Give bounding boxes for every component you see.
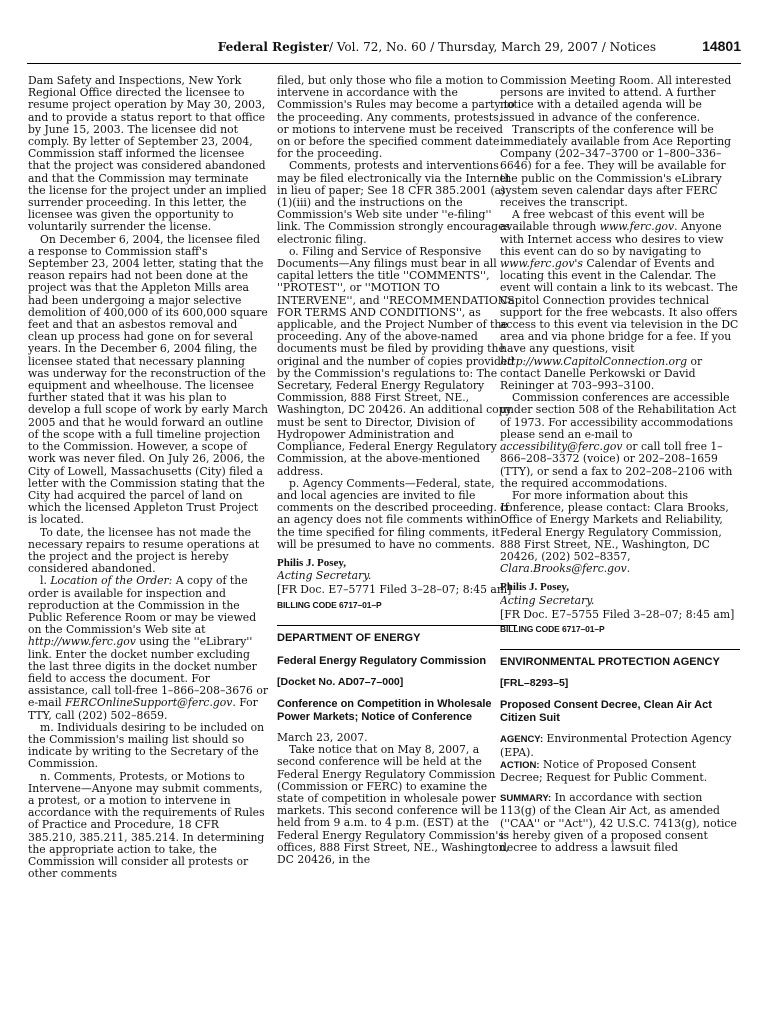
department-heading: ENVIRONMENTAL PROTECTION AGENCY (500, 649, 740, 669)
text-span: A free webcast of this event will be available through (500, 208, 705, 234)
notice-subject: Proposed Consent Decree, Clean Air Act Citizen Suit (500, 699, 712, 725)
signature-name: Philis J. Posey, (277, 556, 347, 569)
text-span: Notice of Proposed Consent Decree; Request for Public Comment. (500, 757, 708, 784)
summary-label: SUMMARY: (500, 793, 552, 805)
ferc-calendar-link[interactable]: www.ferc.gov's (500, 257, 583, 271)
paragraph: n. Comments, Protests, or Motions to Intervene—Anyone may submit comments, a protest, or a motion to intervene in accordance with the requirements of Rules of Practice and Procedure, 18 CFR 385.210, 385.211, 385.214. In determining the appropriate action to take, the Commission will consider all protests or other comments (28, 769, 265, 881)
paragraph: Commission Meeting Room. All interested persons are invited to attend. A further notice with a detailed agenda will be issued in advance of the conference. (500, 75, 732, 124)
paragraph: p. Agency Comments—Federal, state, and local agencies are invited to file comments on the described proceeding. If an agency does not file comments within the time specified for filing comments, it will be presumed to have no comments. (277, 476, 509, 551)
ferc-url-link[interactable]: www.ferc.gov (599, 220, 675, 234)
paragraph: o. Filing and Service of Responsive Documents—Any filings must bear in all capital letters the title ''COMMENTS'', ''PROTEST'', or ''MOTION TO INTERVENE'', and ''RECOMMENDATIONS FOR TERMS AND CONDITIONS'', as applicable, and the Project Number of the proceeding. Any of the above-named documents must be filed by providing the original and the number of copies provided by the Commission's regulations to: The Secretary, Federal Energy Regulatory Commission, 888 First Street, NE., Washington, DC 20426. An additional copy must be sent to Director, Division of Hydropower Administration and Compliance, Federal Energy Regulatory Commission, at the above-mentioned address. (277, 244, 515, 478)
notice-subject: Conference on Competition in Wholesale Power Markets; Notice of Conference (277, 697, 492, 723)
journal-title: Federal Register (217, 40, 329, 54)
text-span: Calendar of Events and locating this event in the Calendar. The event will contain a link to its webcast. The Capitol Connection provides technical support for the free webcasts. It also offers access to this event via television in the DC area and via phone bridge for a fee. If you have any questions, visit (500, 257, 739, 356)
agency-heading: Federal Energy Regulatory Commission (277, 654, 487, 667)
text-span: or call toll free 1–866–208–3372 (voice) or 202–208–1659 (TTY), or send a fax to 202–208–2106 with the required accommodations. (500, 440, 733, 490)
paragraph: Take notice that on May 8, 2007, a second conference will be held at the Federal Energy Regulatory Commission (Commission or FERC) to examine the state of competition in wholesale power markets. This second conference will be held from 9 a.m. to 4 p.m. (EST) at the Federal Energy Regulatory Commission's offices, 888 First Street, NE., Washington, DC 20426, in the (277, 743, 510, 866)
paragraph: On December 6, 2004, the licensee filed a response to Commission staff's September 23, 2004 letter, stating that the reason repairs had not been done at the project was that the Appleton Mills area had been undergoing a major selective demolition of 400,000 of its 600,000 square feet and that an asbestos removal and clean up process had gone on for several years. In the December 6, 2004 filing, the licensee stated that necessary planning was underway for the reconstruction of the equipment and wheelhouse. The licensee further stated that it was his plan to develop a full scope of work by early March 2005 and that he would forward an outline of the scope with a full timeline projection to the Commission. However, a scope of work was never filed. On July 26, 2006, the City of Lowell, Massachusetts (City) filed a letter with the Commission stating that the City had acquired the parcel of land on which the licensed Appleton Trust Project is located. (28, 232, 268, 527)
text-span: . (626, 562, 631, 576)
column-1 (28, 75, 268, 1015)
text-span: or contact Danelle Perkowski or David Reininger at 703–993–3100. (500, 354, 703, 393)
signature-title: Acting Secretary. (500, 593, 595, 607)
paragraph: Dam Safety and Inspections, New York Regional Office directed the licensee to resume project operation by May 30, 2003, and to provide a status report to that office by June 15, 2003. The licensee did not comply. By letter of September 23, 2004, Commission staff informed the licensee that the project was considered abandoned and that the Commission may terminate the license for the project under an implied surrender proceeding. In this letter, the licensee was given the opportunity to voluntarily surrender the license. (28, 75, 267, 234)
column-3 (500, 75, 740, 1015)
column-2 (277, 75, 517, 1015)
text-span: . For TTY, call (202) 502–8659. (28, 696, 258, 722)
page-header (27, 37, 741, 64)
paragraph: filed, but only those who file a motion to intervene in accordance with the Commission's Rules may become a party to the proceeding. Any comments, protests, or motions to intervene must be received on or before the specified comment date for the proceeding. (277, 75, 515, 161)
paragraph-accessibility (500, 392, 740, 490)
accessibility-email-link[interactable]: accessibility@ferc.gov (500, 440, 623, 454)
fr-doc-line: [FR Doc. E7–5755 Filed 3–28–07; 8:45 am] (500, 607, 735, 621)
paragraph: To date, the licensee has not made the necessary repairs to resume operations at the project and the project is hereby considered abandoned. (28, 525, 260, 576)
contact-email-link[interactable]: Clara.Brooks@ferc.gov (500, 562, 627, 576)
notice-date: March 23, 2007. (277, 730, 368, 744)
text-span: A copy of the order is available for inspection and reproduction at the Commission in the Public Reference Room or may be viewed on the Commission's Web site at (28, 574, 257, 637)
action-line (500, 759, 740, 784)
capitol-connection-link[interactable]: http://www.CapitolConnection.org (500, 354, 688, 368)
summary-line (500, 792, 740, 854)
ferc-url-link[interactable]: http://www.ferc.gov (28, 635, 136, 649)
paragraph: Transcripts of the conference will be immediately available from Ace Reporting Company (202–347–3700 or 1–800–336–6646) for a fee. They will be available for the public on the Commission's eLibrary system seven calendar days after FERC receives the transcript. (500, 122, 732, 210)
issue-info: / Vol. 72, No. 60 / Thursday, March 29, 2007 / Notices (328, 40, 656, 54)
frl-number: [FRL–8293–5] (500, 677, 569, 690)
department-heading: DEPARTMENT OF ENERGY (277, 625, 517, 645)
text-span: l. (40, 574, 51, 588)
fr-doc-line: [FR Doc. E7–5771 Filed 3–28–07; 8:45 am] (277, 583, 512, 597)
agency-label: AGENCY: (500, 734, 544, 746)
paragraph-location-of-order (28, 575, 268, 721)
text-span: In accordance with section 113(g) of the Clean Air Act, as amended (''CAA'' or ''Act''), 42 U.S.C. 7413(g), notice is hereby given of a proposed consent decree to address a lawsuit filed (500, 791, 737, 854)
signature-title: Acting Secretary. (277, 569, 372, 583)
paragraph-webcast (500, 209, 740, 392)
action-label: ACTION: (500, 759, 540, 771)
support-email-link[interactable]: FERCOnlineSupport@ferc.gov (65, 696, 233, 710)
billing-code: BILLING CODE 6717–01–P (277, 599, 382, 610)
page-number: 14801 (702, 38, 741, 54)
text-span: . Anyone with Internet access who desires to view this event can do so by navigating to (500, 220, 724, 258)
text-span: Environmental Protection Agency (EPA). (500, 732, 732, 759)
paragraph: Comments, protests and interventions may be filed electronically via the Internet in lieu of paper; See 18 CFR 385.2001 (a)(1)(iii) and the instructions on the Commission's Web site under ''e-filing'' link. The Commission strongly encourages electronic filing. (277, 159, 511, 246)
docket-number: [Docket No. AD07–7–000] (277, 675, 404, 688)
agency-line (500, 733, 740, 758)
text-span: Commission conferences are accessible under section 508 of the Rehabilitation Act of 1973. For accessibility accommodations please send an e-mail to (500, 391, 737, 441)
text-span: For more information about this conference, please contact: Clara Brooks, Office of Energy Markets and Reliability, Federal Energy Regulatory Commission, 888 First Street, NE., Washington, DC 20426, (202) 502–8357, (500, 488, 729, 563)
billing-code: BILLING CODE 6717–01–P (500, 623, 605, 634)
text-span: using the ''eLibrary'' link. Enter the docket number excluding the last three digits in the docket number field to access the document. For assistance, call toll-free 1–866–208–3676 or e-mail (28, 635, 268, 710)
italic-heading: Location of the Order: (50, 574, 173, 588)
paragraph-contact (500, 490, 740, 575)
running-header (218, 40, 656, 54)
signature-name: Philis J. Posey, (500, 581, 570, 594)
paragraph: m. Individuals desiring to be included on the Commission's mailing list should so indicate by writing to the Secretary of the Commission. (28, 720, 265, 771)
